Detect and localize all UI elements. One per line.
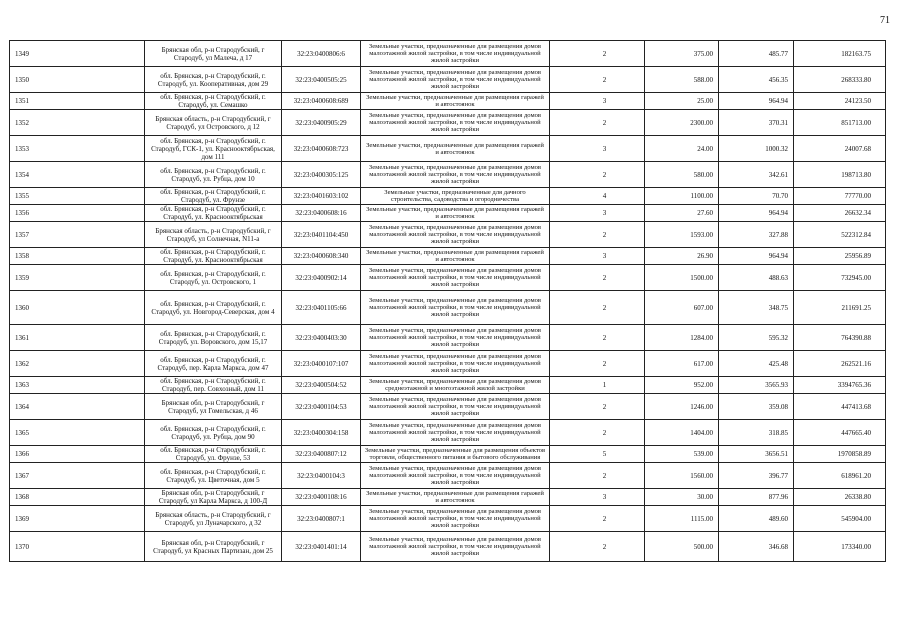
cadastral-value-cell: 447413.68 bbox=[794, 394, 886, 420]
category-cell: 3 bbox=[550, 136, 645, 162]
address-cell: Брянская обл, р-н Стародубский, г Стародуб, ул Гомельская, д 46 bbox=[145, 394, 282, 420]
row-number: 1368 bbox=[10, 489, 145, 506]
unit-value-cell: 346.68 bbox=[719, 532, 794, 562]
area-cell: 1560.00 bbox=[645, 463, 719, 489]
land-use-cell: Земельные участки, предназначенные для размещения домов малоэтажной жилой застройки, в том числе индивидуальной жилой застройки bbox=[361, 394, 550, 420]
area-cell: 26.90 bbox=[645, 248, 719, 265]
category-cell: 3 bbox=[550, 93, 645, 110]
row-number: 1366 bbox=[10, 446, 145, 463]
row-number: 1358 bbox=[10, 248, 145, 265]
land-use-cell: Земельные участки, предназначенные для размещения домов малоэтажной жилой застройки, в том числе индивидуальной жилой застройки bbox=[361, 162, 550, 188]
land-use-cell: Земельные участки, предназначенные для размещения домов малоэтажной жилой застройки, в том числе индивидуальной жилой застройки bbox=[361, 506, 550, 532]
cadastral-number-cell: 32:23:0400403:30 bbox=[282, 325, 361, 351]
row-number: 1353 bbox=[10, 136, 145, 162]
row-number: 1351 bbox=[10, 93, 145, 110]
address-cell: обл. Брянская, р-н Стародубский, г. Стародуб, ул. Краснооктябрьская bbox=[145, 248, 282, 265]
category-cell: 2 bbox=[550, 41, 645, 67]
table-row bbox=[10, 377, 886, 394]
address-cell: Брянская обл, р-н Стародубский, г Стародуб, ул Красных Партизан, дом 25 bbox=[145, 532, 282, 562]
cadastral-value-cell: 1970858.89 bbox=[794, 446, 886, 463]
cadastral-number-cell: 32:23:0400107:107 bbox=[282, 351, 361, 377]
table-row bbox=[10, 265, 886, 291]
cadastral-value-cell: 851713.00 bbox=[794, 110, 886, 136]
address-cell: обл. Брянская, р-н Стародубский, г. Стародуб, ул. Краснооктябрьская bbox=[145, 205, 282, 222]
category-cell: 2 bbox=[550, 394, 645, 420]
land-use-cell: Земельные участки, предназначенные для размещения домов малоэтажной жилой застройки, в том числе индивидуальной жилой застройки bbox=[361, 67, 550, 93]
land-use-cell: Земельные участки, предназначенные для размещения домов малоэтажной жилой застройки, в том числе индивидуальной жилой застройки bbox=[361, 41, 550, 67]
table-row bbox=[10, 41, 886, 67]
area-cell: 375.00 bbox=[645, 41, 719, 67]
category-cell: 3 bbox=[550, 248, 645, 265]
cadastral-value-cell: 26338.80 bbox=[794, 489, 886, 506]
row-number: 1365 bbox=[10, 420, 145, 446]
cadastral-number-cell: 32:23:0400104:53 bbox=[282, 394, 361, 420]
row-number: 1361 bbox=[10, 325, 145, 351]
area-cell: 580.00 bbox=[645, 162, 719, 188]
category-cell: 2 bbox=[550, 110, 645, 136]
unit-value-cell: 1000.32 bbox=[719, 136, 794, 162]
land-use-cell: Земельные участки, предназначенные для дачного строительства, садоводства и огородничества bbox=[361, 188, 550, 205]
table-row bbox=[10, 188, 886, 205]
unit-value-cell: 456.35 bbox=[719, 67, 794, 93]
area-cell: 607.00 bbox=[645, 291, 719, 325]
cadastral-number-cell: 32:23:0400608:723 bbox=[282, 136, 361, 162]
category-cell: 5 bbox=[550, 446, 645, 463]
row-number: 1367 bbox=[10, 463, 145, 489]
address-cell: обл. Брянская, р-н Стародубский, г. Стародуб, пер. Совхозный, дом 11 bbox=[145, 377, 282, 394]
cadastral-number-cell: 32:23:0400807:1 bbox=[282, 506, 361, 532]
cadastral-number-cell: 32:23:0400807:12 bbox=[282, 446, 361, 463]
row-number: 1360 bbox=[10, 291, 145, 325]
row-number: 1354 bbox=[10, 162, 145, 188]
address-cell: Брянская обл, р-н Стародубский, г Стародуб, ул Малеча, д 17 bbox=[145, 41, 282, 67]
unit-value-cell: 3656.51 bbox=[719, 446, 794, 463]
cadastral-value-cell: 198713.80 bbox=[794, 162, 886, 188]
category-cell: 2 bbox=[550, 291, 645, 325]
unit-value-cell: 3565.93 bbox=[719, 377, 794, 394]
area-cell: 539.00 bbox=[645, 446, 719, 463]
address-cell: обл. Брянская, р-н Стародубский, г. Стародуб, ул. Островского, 1 bbox=[145, 265, 282, 291]
cadastral-value-cell: 522312.84 bbox=[794, 222, 886, 248]
unit-value-cell: 318.85 bbox=[719, 420, 794, 446]
cadastral-number-cell: 32:23:0400806:6 bbox=[282, 41, 361, 67]
unit-value-cell: 877.96 bbox=[719, 489, 794, 506]
row-number: 1349 bbox=[10, 41, 145, 67]
address-cell: обл. Брянская, р-н Стародубский, г. Стародуб, ул. Семашко bbox=[145, 93, 282, 110]
land-use-cell: Земельные участки, предназначенные для размещения объектов торговли, общественного питания и бытового обслуживания bbox=[361, 446, 550, 463]
land-use-cell: Земельные участки, предназначенные для размещения гаражей и автостоянок bbox=[361, 205, 550, 222]
category-cell: 4 bbox=[550, 188, 645, 205]
cadastral-value-cell: 173340.00 bbox=[794, 532, 886, 562]
unit-value-cell: 485.77 bbox=[719, 41, 794, 67]
area-cell: 952.00 bbox=[645, 377, 719, 394]
cadastral-value-cell: 26632.34 bbox=[794, 205, 886, 222]
category-cell: 2 bbox=[550, 351, 645, 377]
cadastral-value-cell: 268333.80 bbox=[794, 67, 886, 93]
address-cell: обл. Брянская, р-н Стародубский, г. Стародуб, ул. Рубца, дом 90 bbox=[145, 420, 282, 446]
cadastral-number-cell: 32:23:0401401:14 bbox=[282, 532, 361, 562]
row-number: 1357 bbox=[10, 222, 145, 248]
category-cell: 2 bbox=[550, 162, 645, 188]
row-number: 1362 bbox=[10, 351, 145, 377]
cadastral-value-cell: 182163.75 bbox=[794, 41, 886, 67]
table-row bbox=[10, 489, 886, 506]
address-cell: обл. Брянская, р-н Стародубский, г. Стародуб, ул. Фрунзе bbox=[145, 188, 282, 205]
unit-value-cell: 425.48 bbox=[719, 351, 794, 377]
land-use-cell: Земельные участки, предназначенные для размещения домов малоэтажной жилой застройки, в том числе индивидуальной жилой застройки bbox=[361, 265, 550, 291]
area-cell: 1500.00 bbox=[645, 265, 719, 291]
category-cell: 2 bbox=[550, 325, 645, 351]
row-number: 1364 bbox=[10, 394, 145, 420]
category-cell: 3 bbox=[550, 489, 645, 506]
row-number: 1350 bbox=[10, 67, 145, 93]
cadastral-number-cell: 32:23:0400108:16 bbox=[282, 489, 361, 506]
category-cell: 2 bbox=[550, 222, 645, 248]
unit-value-cell: 342.61 bbox=[719, 162, 794, 188]
unit-value-cell: 348.75 bbox=[719, 291, 794, 325]
address-cell: обл. Брянская, р-н Стародубский, г. Стародуб, ул. Кооперативная, дом 29 bbox=[145, 67, 282, 93]
table-row bbox=[10, 532, 886, 562]
table-row bbox=[10, 291, 886, 325]
land-use-cell: Земельные участки, предназначенные для размещения домов малоэтажной жилой застройки, в том числе индивидуальной жилой застройки bbox=[361, 110, 550, 136]
land-use-cell: Земельные участки, предназначенные для размещения домов малоэтажной жилой застройки, в том числе индивидуальной жилой застройки bbox=[361, 463, 550, 489]
category-cell: 1 bbox=[550, 377, 645, 394]
cadastral-number-cell: 32:23:0401603:102 bbox=[282, 188, 361, 205]
table-row bbox=[10, 506, 886, 532]
table-row bbox=[10, 205, 886, 222]
category-cell: 3 bbox=[550, 205, 645, 222]
land-registry-table bbox=[9, 40, 886, 562]
area-cell: 1404.00 bbox=[645, 420, 719, 446]
row-number: 1363 bbox=[10, 377, 145, 394]
category-cell: 2 bbox=[550, 420, 645, 446]
unit-value-cell: 70.70 bbox=[719, 188, 794, 205]
area-cell: 30.00 bbox=[645, 489, 719, 506]
address-cell: Брянская область, р-н Стародубский, г Стародуб, ул Солнечная, N11-а bbox=[145, 222, 282, 248]
cadastral-value-cell: 732945.00 bbox=[794, 265, 886, 291]
table-row bbox=[10, 420, 886, 446]
cadastral-number-cell: 32:23:0401104:450 bbox=[282, 222, 361, 248]
area-cell: 1246.00 bbox=[645, 394, 719, 420]
cadastral-number-cell: 32:23:0400104:3 bbox=[282, 463, 361, 489]
cadastral-number-cell: 32:23:0400305:125 bbox=[282, 162, 361, 188]
table-row bbox=[10, 110, 886, 136]
table-row bbox=[10, 248, 886, 265]
table-row bbox=[10, 463, 886, 489]
cadastral-value-cell: 545904.00 bbox=[794, 506, 886, 532]
cadastral-number-cell: 32:23:0400905:29 bbox=[282, 110, 361, 136]
cadastral-value-cell: 447665.40 bbox=[794, 420, 886, 446]
address-cell: обл. Брянская, р-н Стародубский, г. Стародуб, ул. Воровского, дом 15,17 bbox=[145, 325, 282, 351]
land-use-cell: Земельные участки, предназначенные для размещения домов малоэтажной жилой застройки, в том числе индивидуальной жилой застройки bbox=[361, 222, 550, 248]
table-row bbox=[10, 222, 886, 248]
category-cell: 2 bbox=[550, 506, 645, 532]
land-use-cell: Земельные участки, предназначенные для размещения домов малоэтажной жилой застройки, в том числе индивидуальной жилой застройки bbox=[361, 532, 550, 562]
unit-value-cell: 370.31 bbox=[719, 110, 794, 136]
land-use-cell: Земельные участки, предназначенные для размещения домов малоэтажной жилой застройки, в том числе индивидуальной жилой застройки bbox=[361, 291, 550, 325]
land-use-cell: Земельные участки, предназначенные для размещения домов среднеэтажной и многоэтажной жилой застройки bbox=[361, 377, 550, 394]
cadastral-value-cell: 77770.00 bbox=[794, 188, 886, 205]
land-use-cell: Земельные участки, предназначенные для размещения гаражей и автостоянок bbox=[361, 93, 550, 110]
area-cell: 2300.00 bbox=[645, 110, 719, 136]
area-cell: 617.00 bbox=[645, 351, 719, 377]
unit-value-cell: 964.94 bbox=[719, 248, 794, 265]
cadastral-number-cell: 32:23:0400608:689 bbox=[282, 93, 361, 110]
land-use-cell: Земельные участки, предназначенные для размещения гаражей и автостоянок bbox=[361, 248, 550, 265]
unit-value-cell: 595.32 bbox=[719, 325, 794, 351]
table-row bbox=[10, 325, 886, 351]
cadastral-value-cell: 24123.50 bbox=[794, 93, 886, 110]
unit-value-cell: 359.08 bbox=[719, 394, 794, 420]
cadastral-value-cell: 262521.16 bbox=[794, 351, 886, 377]
unit-value-cell: 488.63 bbox=[719, 265, 794, 291]
address-cell: обл. Брянская, р-н Стародубский, г. Стародуб, пер. Карла Маркса, дом 47 bbox=[145, 351, 282, 377]
unit-value-cell: 327.88 bbox=[719, 222, 794, 248]
table-row bbox=[10, 162, 886, 188]
land-use-cell: Земельные участки, предназначенные для размещения домов малоэтажной жилой застройки, в том числе индивидуальной жилой застройки bbox=[361, 420, 550, 446]
table-row bbox=[10, 67, 886, 93]
land-use-cell: Земельные участки, предназначенные для размещения домов малоэтажной жилой застройки, в том числе индивидуальной жилой застройки bbox=[361, 351, 550, 377]
address-cell: обл. Брянская, р-н Стародубский, г. Стародуб, ул. Фрунзе, 53 bbox=[145, 446, 282, 463]
cadastral-value-cell: 618961.20 bbox=[794, 463, 886, 489]
row-number: 1355 bbox=[10, 188, 145, 205]
cadastral-number-cell: 32:23:0400505:25 bbox=[282, 67, 361, 93]
row-number: 1359 bbox=[10, 265, 145, 291]
area-cell: 1284.00 bbox=[645, 325, 719, 351]
land-use-cell: Земельные участки, предназначенные для размещения гаражей и автостоянок bbox=[361, 136, 550, 162]
area-cell: 1115.00 bbox=[645, 506, 719, 532]
unit-value-cell: 964.94 bbox=[719, 205, 794, 222]
area-cell: 588.00 bbox=[645, 67, 719, 93]
address-cell: обл. Брянская, р-н Стародубский, г. Стародуб, ул. Цветочная, дом 5 bbox=[145, 463, 282, 489]
cadastral-value-cell: 25956.89 bbox=[794, 248, 886, 265]
cadastral-number-cell: 32:23:0400902:14 bbox=[282, 265, 361, 291]
cadastral-value-cell: 24007.68 bbox=[794, 136, 886, 162]
area-cell: 1593.00 bbox=[645, 222, 719, 248]
address-cell: обл. Брянская, р-н Стародубский, г. Стародуб, ул. Рубца, дом 10 bbox=[145, 162, 282, 188]
address-cell: Брянская область, р-н Стародубский, г Стародуб, ул Островского, д 12 bbox=[145, 110, 282, 136]
category-cell: 2 bbox=[550, 532, 645, 562]
land-use-cell: Земельные участки, предназначенные для размещения домов малоэтажной жилой застройки, в том числе индивидуальной жилой застройки bbox=[361, 325, 550, 351]
unit-value-cell: 489.60 bbox=[719, 506, 794, 532]
address-cell: обл. Брянская, р-н Стародубский, г. Стародуб, ГСК-1, ул. Краснооктябрьская, дом 111 bbox=[145, 136, 282, 162]
cadastral-value-cell: 764390.88 bbox=[794, 325, 886, 351]
address-cell: обл. Брянская, р-н Стародубский, г. Стародуб, ул. Новгород-Северская, дом 4 bbox=[145, 291, 282, 325]
address-cell: Брянская область, р-н Стародубский, г Стародуб, ул Луначарского, д 32 bbox=[145, 506, 282, 532]
row-number: 1356 bbox=[10, 205, 145, 222]
category-cell: 2 bbox=[550, 67, 645, 93]
cadastral-number-cell: 32:23:0400608:16 bbox=[282, 205, 361, 222]
category-cell: 2 bbox=[550, 265, 645, 291]
area-cell: 500.00 bbox=[645, 532, 719, 562]
cadastral-number-cell: 32:23:0400504:52 bbox=[282, 377, 361, 394]
row-number: 1369 bbox=[10, 506, 145, 532]
cadastral-number-cell: 32:23:0400608:340 bbox=[282, 248, 361, 265]
address-cell: Брянская обл, р-н Стародубский, г Стародуб, ул Карла Маркса, д 100-Д bbox=[145, 489, 282, 506]
cadastral-value-cell: 3394765.36 bbox=[794, 377, 886, 394]
area-cell: 27.60 bbox=[645, 205, 719, 222]
row-number: 1370 bbox=[10, 532, 145, 562]
unit-value-cell: 396.77 bbox=[719, 463, 794, 489]
table-row bbox=[10, 136, 886, 162]
unit-value-cell: 964.94 bbox=[719, 93, 794, 110]
cadastral-number-cell: 32:23:0400304:158 bbox=[282, 420, 361, 446]
category-cell: 2 bbox=[550, 463, 645, 489]
row-number: 1352 bbox=[10, 110, 145, 136]
cadastral-value-cell: 211691.25 bbox=[794, 291, 886, 325]
area-cell: 24.00 bbox=[645, 136, 719, 162]
cadastral-number-cell: 32:23:0401105:66 bbox=[282, 291, 361, 325]
page-number: 71 bbox=[880, 15, 890, 26]
table-row bbox=[10, 93, 886, 110]
table-row bbox=[10, 351, 886, 377]
land-use-cell: Земельные участки, предназначенные для размещения гаражей и автостоянок bbox=[361, 489, 550, 506]
area-cell: 1100.00 bbox=[645, 188, 719, 205]
table-row bbox=[10, 446, 886, 463]
table-row bbox=[10, 394, 886, 420]
area-cell: 25.00 bbox=[645, 93, 719, 110]
